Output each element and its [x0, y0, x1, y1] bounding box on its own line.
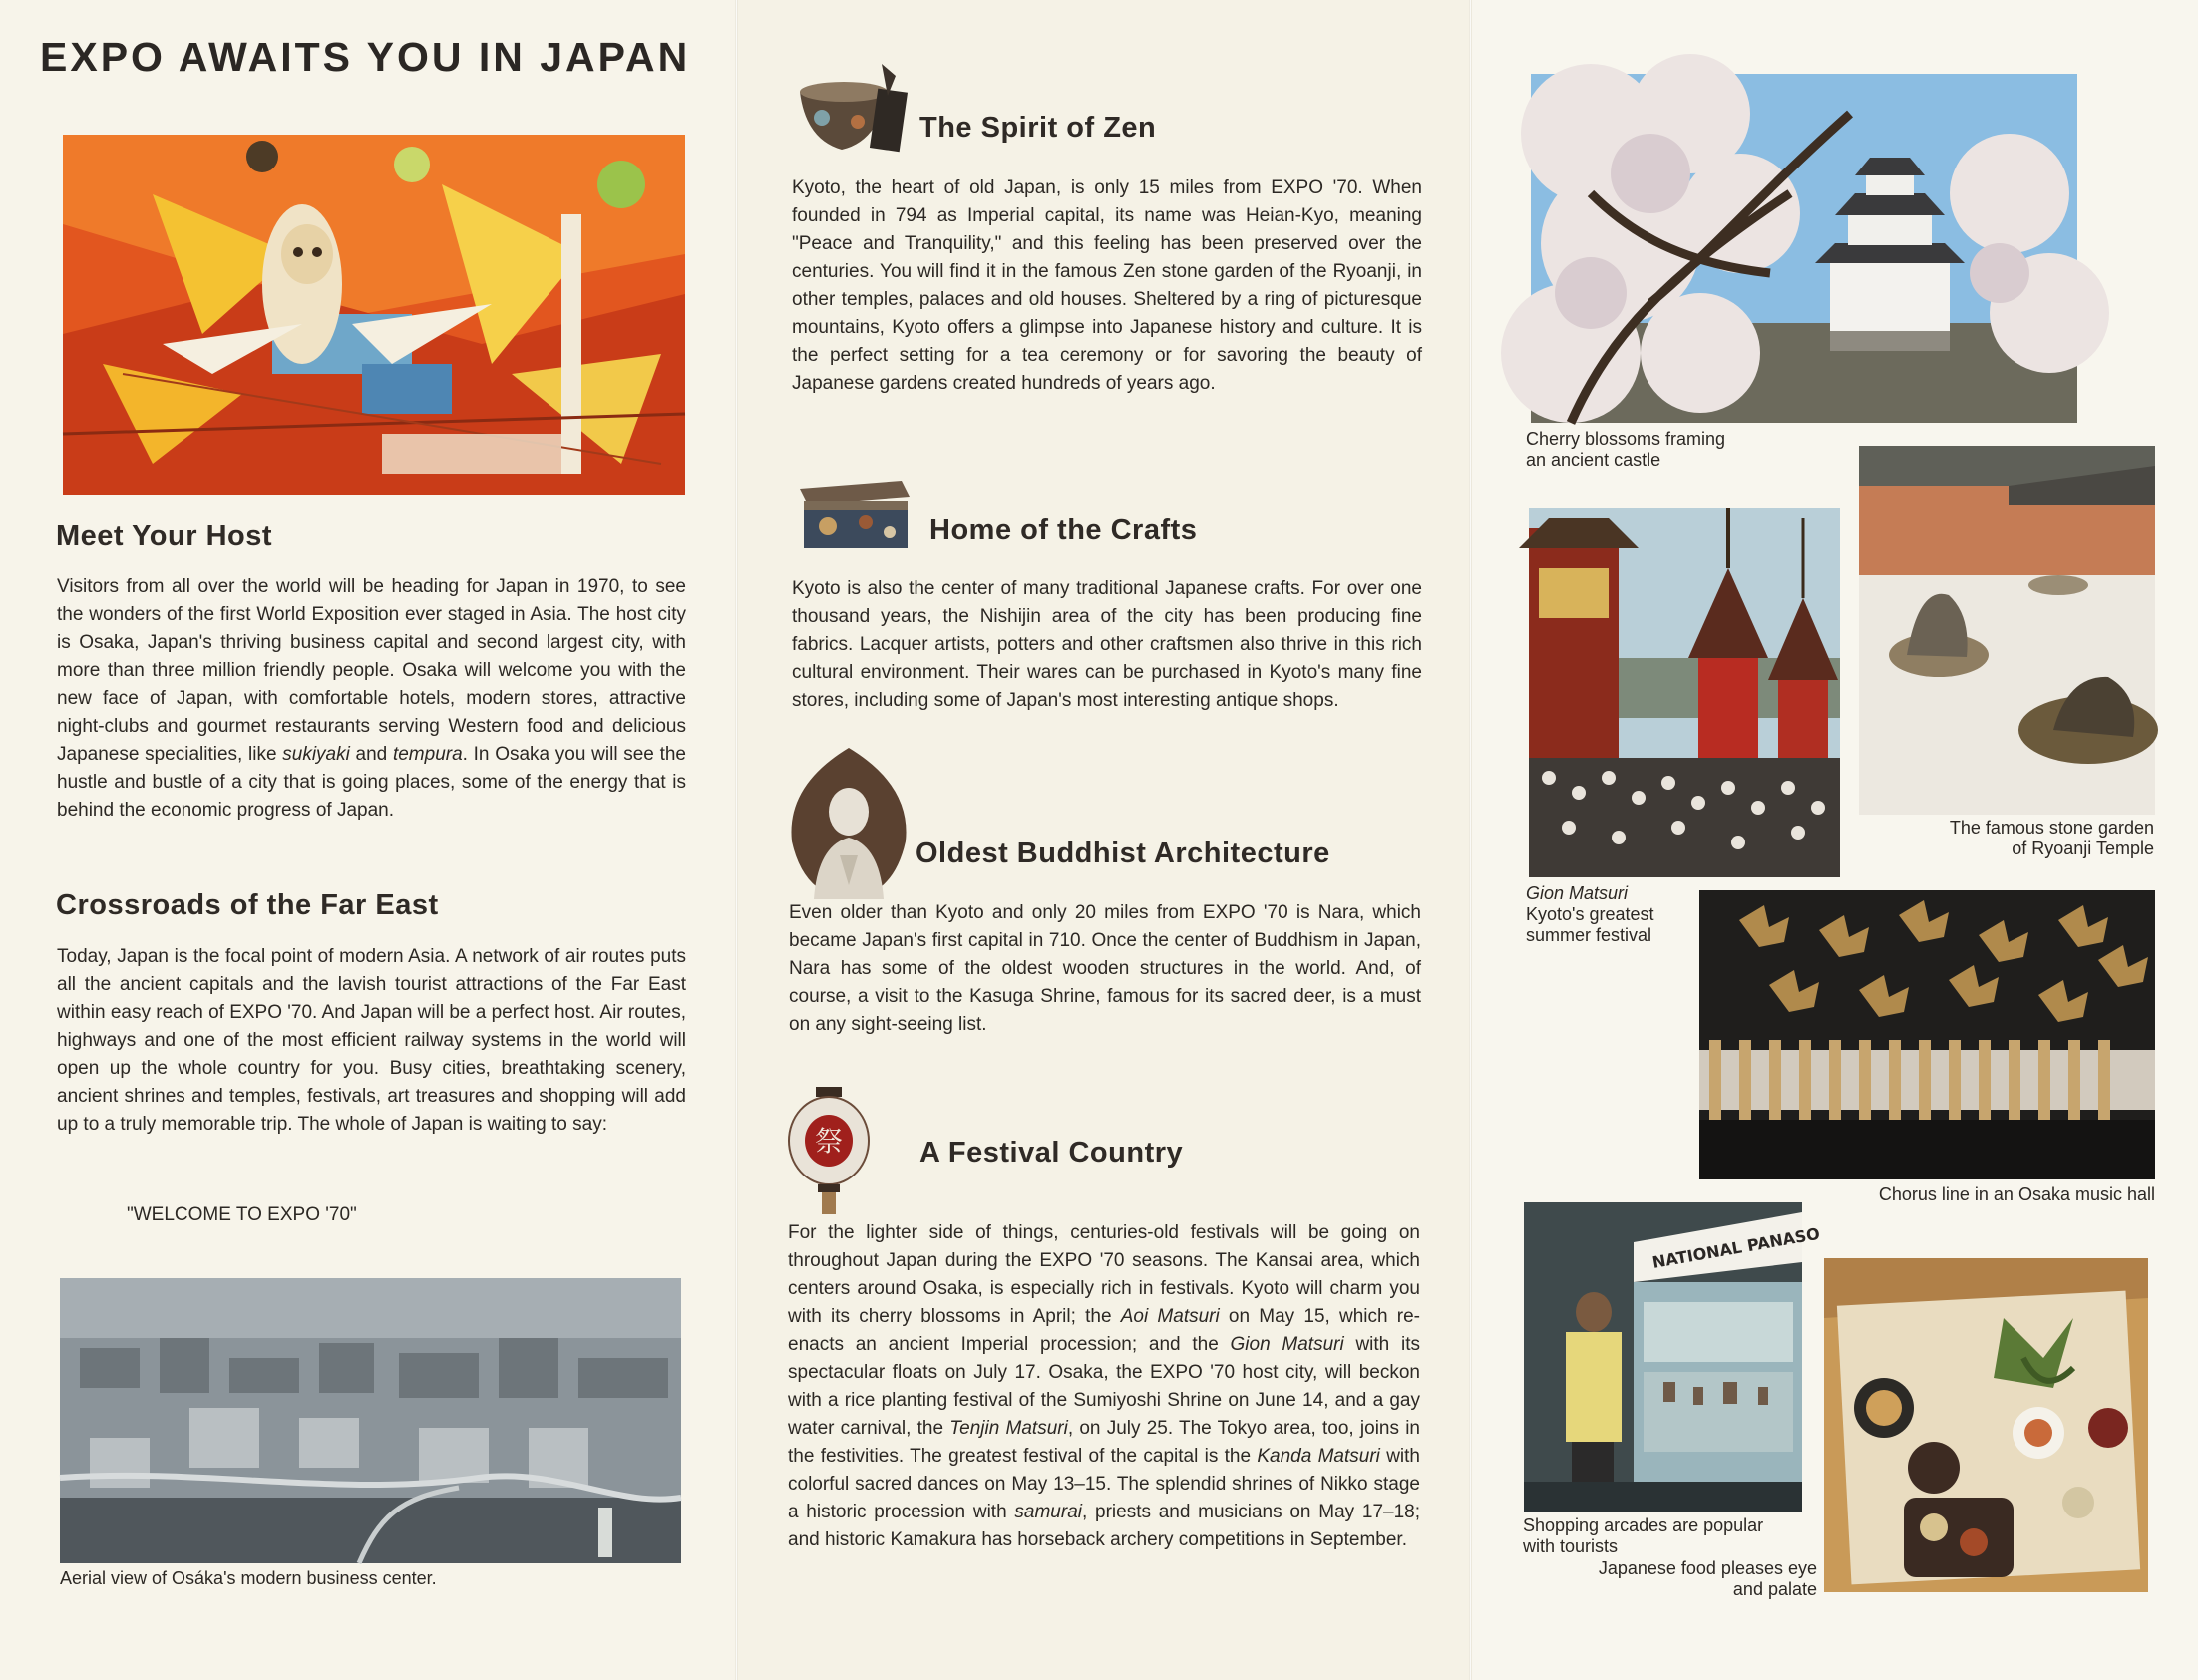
tea-bowl-icon: [796, 62, 916, 168]
chorus-caption: Chorus line in an Osaka music hall: [1878, 1184, 2155, 1204]
meet-your-host-heading: Meet Your Host: [56, 520, 273, 552]
crossroads-heading: Crossroads of the Far East: [56, 889, 439, 921]
spirit-of-zen-heading: The Spirit of Zen: [919, 112, 1157, 144]
festival-country-text: For the lighter side of things, centuries-old festivals will be going on throughout Japan during the EXPO '70 seasons. The Kansai area, which centers around Osaka, is especially rich in festivals. Kyoto will charm you with its cherry blossoms in April; the Aoi Matsuri on May 15, which re-enacts an ancient Imperial procession; and the Gion Matsuri with its spectacular floats on July 17. Osaka, the EXPO '70 host city, will beckon with a rice planting festival of the Sumiyoshi Shrine on June 14, and a gay water carnival, the Tenjin Matsuri, on July 25. The Tokyo area, too, joins in the festivities. The greatest festival of the capital is the Kanda Matsuri with colorful sacred dances on May 13–15. The splendid shrines of Nikko stage a historic procession with samurai, priests and musicians on May 17–18; and historic Kamakura has horseback archery competitions in September.: [788, 1222, 1421, 1550]
castle-cherry-blossom-image: [1531, 74, 2077, 423]
fold-line-right: [1469, 0, 1472, 1680]
paper-lantern-icon: [784, 1087, 874, 1221]
castle-caption: Cherry blossoms framing an ancient castle: [1526, 429, 1726, 470]
japanese-food-image: [1824, 1258, 2148, 1592]
welcome-quote: "WELCOME TO EXPO '70": [127, 1204, 357, 1225]
buddhist-architecture-heading: Oldest Buddhist Architecture: [916, 838, 1330, 869]
shopping-arcade-image: [1524, 1202, 1822, 1512]
fold-line-left: [735, 0, 738, 1680]
food-caption: Japanese food pleases eye and palate: [1598, 1558, 1817, 1599]
buddha-statue-icon: [784, 746, 914, 906]
home-of-crafts-text: Kyoto is also the center of many traditional Japanese crafts. For over one thousand years, the Nishijin area of the city has been producing fine fabrics. Lacquer artists, potters and other craftsmen also thrive in this rich cultural environment. Their wares can be purchased in Kyoto's many fine stores, including some of Japan's most interesting antique shops.: [792, 578, 1422, 711]
aerial-caption: Aerial view of Osáka's modern business center.: [60, 1568, 437, 1588]
expo-mural-image: [63, 135, 685, 495]
shopping-caption: Shopping arcades are popular with tourists: [1523, 1515, 1764, 1556]
gion-matsuri-image: [1529, 508, 1840, 877]
svg-text:祭: 祭: [814, 1125, 844, 1158]
home-of-crafts-heading: Home of the Crafts: [929, 514, 1198, 546]
spirit-of-zen-text: Kyoto, the heart of old Japan, is only 15 miles from EXPO '70. When founded in 794 as Imperial capital, its name was Heian-Kyo, meaning "Peace and Tranquility," and this feeling has been preserved over the centuries. You will find it in the famous Zen stone garden of the Ryoanji, in other temples, palaces and old houses. Sheltered by a ring of picturesque mountains, Kyoto offers a glimpse into Japanese history and culture. It is the perfect setting for a tea ceremony or for savoring the beauty of Japanese gardens created hundreds of years ago.: [792, 177, 1422, 394]
festival-country-heading: A Festival Country: [919, 1137, 1184, 1169]
buddhist-architecture-text: Even older than Kyoto and only 20 miles from EXPO '70 is Nara, which became Japan's first capital in 710. Once the center of Buddhism in Japan, Nara has some of the oldest wooden structures in the world. And, of course, a visit to the Kasuga Shrine, famous for its sacred deer, is a must on any sight-seeing list.: [789, 902, 1421, 1035]
shop-sign-text: NATIONAL PANASO: [1650, 1223, 1822, 1272]
gion-caption: Gion Matsuri Kyoto's greatest summer festival: [1526, 883, 1654, 945]
meet-your-host-text: Visitors from all over the world will be heading for Japan in 1970, to see the wonders of the first World Exposition ever staged in Asia. The host city is Osaka, Japan's thriving business capital and second largest city, with more than three million friendly people. Osaka will welcome you with the new face of Japan, with comfortable hotels, modern stores, attractive night-clubs and gourmet restaurants serving Western food and delicious Japanese specialities, like sukiyaki and tempura. In Osaka you will see the hustle and bustle of a city that is going places, some of the energy that is behind the economic progress of Japan.: [57, 576, 686, 821]
ryoanji-garden-image: [1859, 446, 2155, 815]
garden-caption: The famous stone garden of Ryoanji Temple: [1949, 818, 2154, 858]
aerial-osaka-image: [60, 1278, 681, 1563]
crossroads-text: Today, Japan is the focal point of modern Asia. A network of air routes puts all the ancient capitals and the lavish tourist attractions of the Far East within easy reach of EXPO '70. And Japan will be a perfect host. Air routes, highways and one of the most efficient railway systems in the world will open up the whole country for you. Busy cities, breathtaking scenery, ancient shrines and temples, festivals, art treasures and shopping will add up to a truly memorable trip. The whole of Japan is waiting to say:: [57, 946, 686, 1135]
chorus-line-image: [1699, 890, 2155, 1179]
page-title: EXPO AWAITS YOU IN JAPAN: [40, 34, 691, 80]
lacquer-box-icon: [794, 475, 914, 559]
